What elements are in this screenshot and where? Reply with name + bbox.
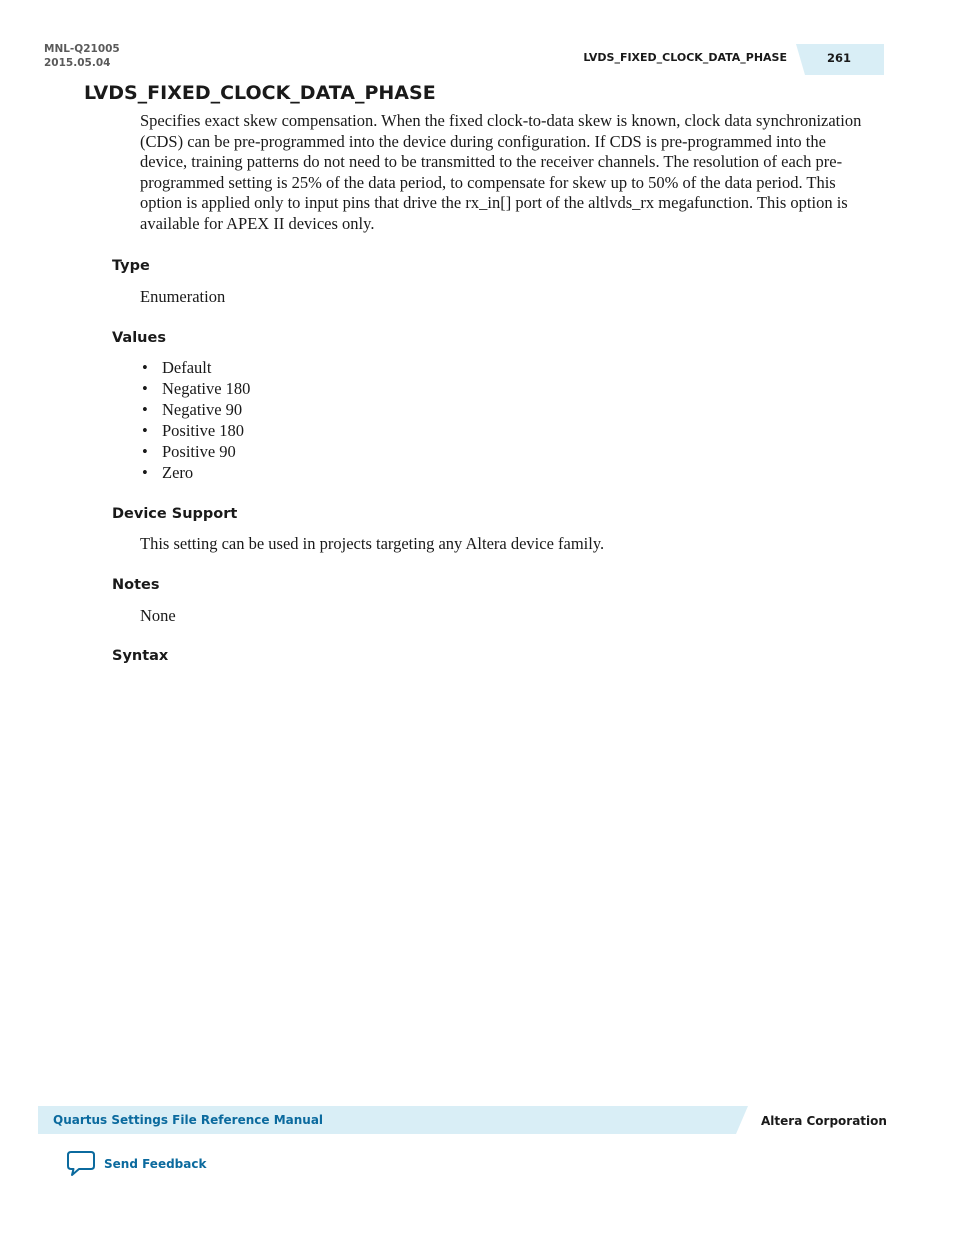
value-option: Zero (162, 463, 194, 482)
bullet-icon: • (142, 463, 148, 482)
bullet-icon: • (142, 421, 148, 440)
section-title: LVDS_FIXED_CLOCK_DATA_PHASE (84, 82, 436, 104)
values-list (140, 357, 250, 483)
bullet-icon: • (142, 400, 148, 419)
list-item (140, 441, 250, 462)
value-option: Negative 180 (162, 379, 251, 398)
speech-bubble-icon (66, 1150, 96, 1178)
list-item (140, 420, 250, 441)
value-option: Negative 90 (162, 400, 243, 419)
device-support-text: This setting can be used in projects targeting any Altera device family. (140, 534, 605, 553)
notes-heading: Notes (112, 577, 160, 593)
value-option: Positive 180 (162, 421, 245, 440)
values-heading: Values (112, 330, 166, 346)
device-support-heading: Device Support (112, 506, 238, 522)
list-item (140, 462, 250, 483)
send-feedback-label: Send Feedback (104, 1157, 207, 1171)
bullet-icon: • (142, 358, 148, 377)
list-item (140, 357, 250, 378)
type-value: Enumeration (140, 287, 226, 306)
list-item (140, 399, 250, 420)
notes-text: None (140, 606, 176, 625)
document-meta (44, 42, 120, 70)
footer-manual-title: Quartus Settings File Reference Manual (53, 1113, 324, 1127)
section-description: Specifies exact skew compensation. When the fixed clock-to-data skew is known, clock data synchronization (CDS) can be pre-programmed into the device during configuration. If CDS is pre-programmed into the device, training patterns do not need to be transmitted to the receiver channels. The resolution of each pre-programmed setting is 25% of the data period, to compensate for skew up to 50% of the data period. This option is applied only to input pins that drive the rx_in[] port of the altlvds_rx megafunction. This option is available for APEX II devices only. (140, 111, 862, 233)
send-feedback-link[interactable] (66, 1150, 206, 1178)
document-date: 2015.05.04 (44, 57, 111, 69)
footer-company: Altera Corporation (761, 1114, 887, 1128)
bullet-icon: • (142, 442, 148, 461)
bullet-icon: • (142, 379, 148, 398)
list-item (140, 378, 250, 399)
value-option: Positive 90 (162, 442, 236, 461)
document-id: MNL-Q21005 (44, 43, 120, 55)
type-heading: Type (112, 258, 150, 274)
page-number: 261 (826, 51, 851, 65)
syntax-heading: Syntax (112, 648, 169, 664)
running-header-title: LVDS_FIXED_CLOCK_DATA_PHASE (583, 51, 787, 64)
value-option: Default (162, 358, 212, 377)
